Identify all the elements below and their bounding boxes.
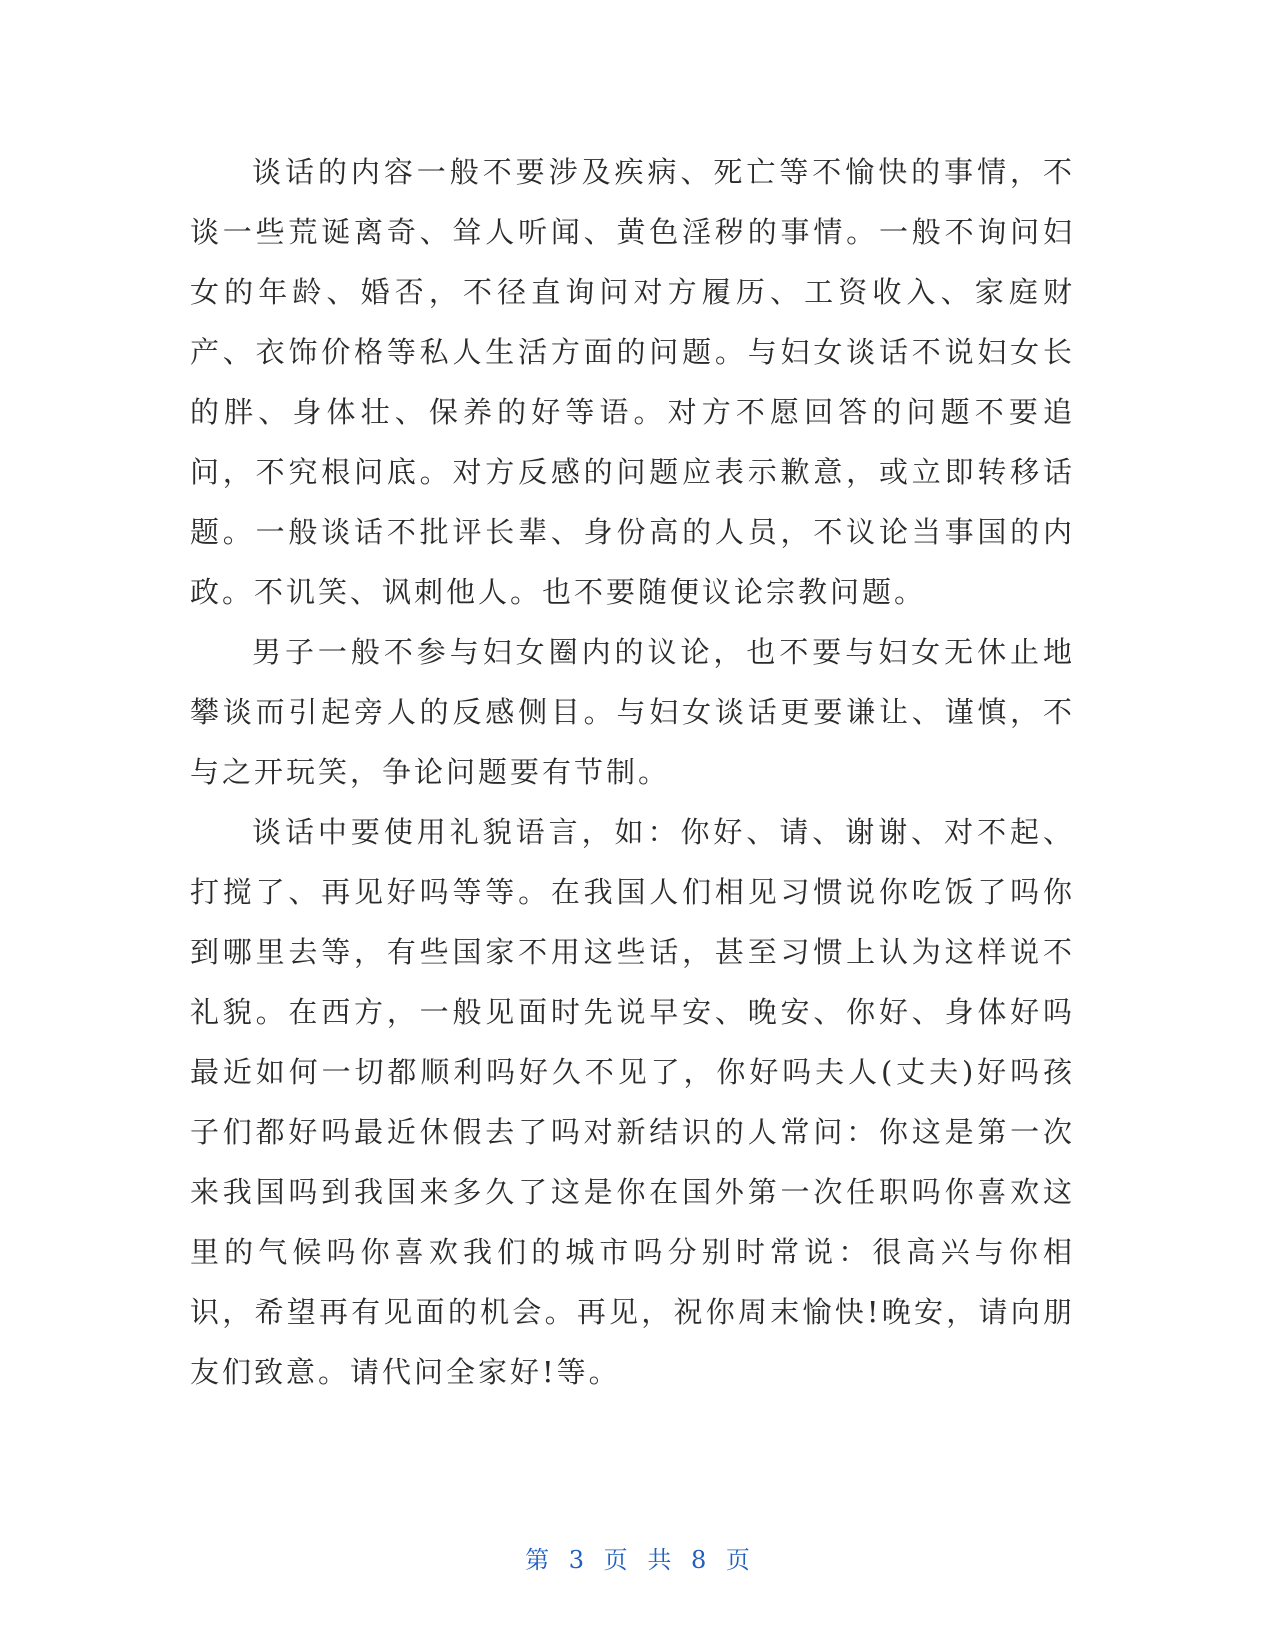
footer-prefix: 第 — [525, 1546, 550, 1574]
document-body — [190, 142, 1075, 1402]
paragraph-topics-to-avoid: 谈话的内容一般不要涉及疾病、死亡等不愉快的事情，不谈一些荒诞离奇、耸人听闻、黄色淫秽的事情。一般不询问妇女的年龄、婚否，不径直询问对方履历、工资收入、家庭财产、衣饰价格等私人生活方面的问题。与妇女谈话不说妇女长的胖、身体壮、保养的好等语。对方不愿回答的问题不要追问，不究根问底。对方反感的问题应表示歉意，或立即转移话题。一般谈话不批评长辈、身份高的人员，不议论当事国的内政。不讥笑、讽刺他人。也不要随便议论宗教问题。 — [190, 155, 1075, 609]
footer-suffix: 页 — [725, 1546, 750, 1574]
footer-total-label: 共 — [647, 1546, 672, 1574]
footer-total-pages: 8 — [690, 1546, 707, 1574]
paragraph-men-and-women: 男子一般不参与妇女圈内的议论，也不要与妇女无休止地攀谈而引起旁人的反感侧目。与妇女谈话更要谦让、谨慎，不与之开玩笑，争论问题要有节制。 — [190, 635, 1075, 789]
footer-current-page: 3 — [568, 1546, 585, 1574]
footer-page-word: 页 — [603, 1546, 628, 1574]
page-number-footer — [0, 1540, 1275, 1575]
paragraph-polite-language: 谈话中要使用礼貌语言，如：你好、请、谢谢、对不起、打搅了、再见好吗等等。在我国人们相见习惯说你吃饭了吗你到哪里去等，有些国家不用这些话，甚至习惯上认为这样说不礼貌。在西方，一般见面时先说早安、晚安、你好、身体好吗最近如何一切都顺利吗好久不见了，你好吗夫人(丈夫)好吗孩子们都好吗最近休假去了吗对新结识的人常问：你这是第一次来我国吗到我国来多久了这是你在国外第一次任职吗你喜欢这里的气候吗你喜欢我们的城市吗分别时常说：很高兴与你相识，希望再有见面的机会。再见，祝你周末愉快!晚安，请向朋友们致意。请代问全家好!等。 — [190, 815, 1075, 1389]
